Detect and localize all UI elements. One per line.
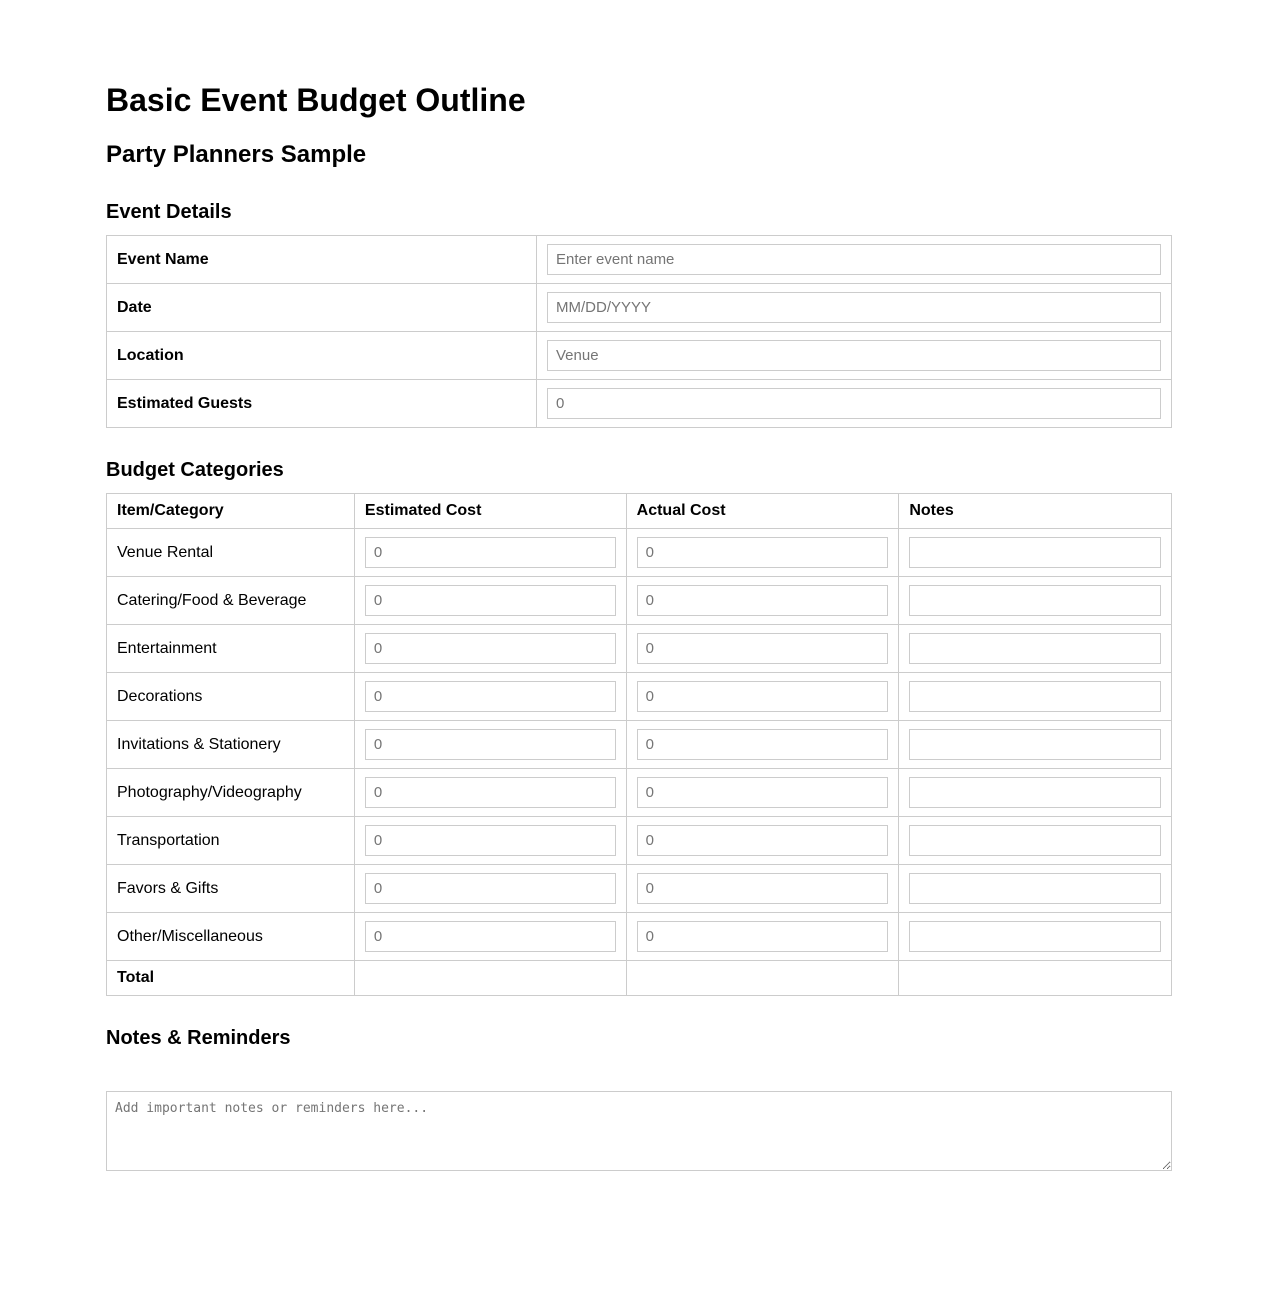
- estimated-cost-input-field: [365, 729, 616, 760]
- notes-input-field: [909, 729, 1161, 760]
- estimated-cost-cell: [354, 577, 626, 625]
- notes-input[interactable]: [909, 825, 1161, 856]
- actual-cost-input-field: [637, 537, 889, 568]
- actual-cost-input-placeholder: 0: [645, 928, 654, 945]
- notes-input[interactable]: [909, 921, 1161, 952]
- notes-cell: [899, 913, 1172, 961]
- estimated-cost-cell: [354, 865, 626, 913]
- notes-cell: [899, 625, 1172, 673]
- budget-categories-heading: Budget Categories: [106, 459, 284, 481]
- budget-row: [107, 673, 1172, 721]
- actual-cost-input-placeholder: 0: [645, 832, 654, 849]
- event-detail-label: Event Name: [107, 236, 537, 284]
- estimated-cost-cell: [354, 625, 626, 673]
- actual-cost-input[interactable]: [637, 777, 889, 808]
- notes-cell: [899, 817, 1172, 865]
- actual-cost-cell: [626, 913, 899, 961]
- budget-row: [107, 529, 1172, 577]
- notes-cell: [899, 577, 1172, 625]
- estimated-cost-input-field: [365, 585, 616, 616]
- total-estimated-cell: [354, 961, 626, 996]
- event-details-heading: Event Details: [106, 201, 232, 223]
- notes-input-field: [909, 921, 1161, 952]
- event-detail-label: Location: [107, 332, 537, 380]
- actual-cost-input[interactable]: [637, 729, 889, 760]
- actual-cost-input[interactable]: [637, 633, 889, 664]
- notes-input-field: [909, 825, 1161, 856]
- actual-cost-input-placeholder: 0: [645, 880, 654, 897]
- notes-input-field: [909, 873, 1161, 904]
- notes-input-field: [909, 537, 1161, 568]
- column-header: Notes: [899, 494, 1172, 529]
- notes-input-field: [909, 633, 1161, 664]
- estimated-cost-input-field: [365, 633, 616, 664]
- estimated-cost-input-field: [365, 777, 616, 808]
- notes-input[interactable]: [909, 777, 1161, 808]
- event-detail-cell: [537, 380, 1172, 428]
- estimated-cost-cell: [354, 769, 626, 817]
- budget-row: [107, 817, 1172, 865]
- budget-row: [107, 577, 1172, 625]
- event-detail-row: [107, 380, 1172, 428]
- estimated-cost-input[interactable]: [365, 729, 616, 760]
- event-detail-input[interactable]: [547, 340, 1161, 371]
- total-label: Total: [107, 961, 355, 996]
- column-header: Estimated Cost: [354, 494, 626, 529]
- budget-item-label: Other/Miscellaneous: [107, 913, 355, 961]
- actual-cost-cell: [626, 769, 899, 817]
- event-detail-input-field: [547, 244, 1161, 275]
- budget-item-label: Transportation: [107, 817, 355, 865]
- estimated-cost-cell: [354, 529, 626, 577]
- estimated-cost-input-placeholder: 0: [373, 928, 383, 945]
- notes-cell: [899, 769, 1172, 817]
- estimated-cost-cell: [354, 721, 626, 769]
- column-header: Actual Cost: [626, 494, 899, 529]
- estimated-cost-input-field: [365, 921, 616, 952]
- actual-cost-input-field: [637, 585, 889, 616]
- event-detail-row: [107, 332, 1172, 380]
- notes-cell: [899, 721, 1172, 769]
- estimated-cost-input[interactable]: [365, 633, 616, 664]
- estimated-cost-input[interactable]: [365, 537, 616, 568]
- total-actual-cell: [626, 961, 899, 996]
- actual-cost-input-placeholder: 0: [645, 736, 654, 753]
- estimated-cost-input-placeholder: 0: [373, 544, 383, 561]
- total-row: [107, 961, 1172, 996]
- estimated-cost-input-field: [365, 537, 616, 568]
- notes-heading: Notes & Reminders: [106, 1027, 291, 1049]
- notes-cell: [899, 865, 1172, 913]
- estimated-cost-input-placeholder: 0: [373, 640, 383, 657]
- event-detail-cell: [537, 236, 1172, 284]
- actual-cost-cell: [626, 529, 899, 577]
- estimated-cost-input-placeholder: 0: [373, 592, 383, 609]
- actual-cost-cell: [626, 673, 899, 721]
- event-detail-input-field: [547, 340, 1161, 371]
- notes-input[interactable]: [909, 633, 1161, 664]
- actual-cost-input[interactable]: [637, 585, 889, 616]
- event-detail-cell: [537, 332, 1172, 380]
- estimated-cost-input[interactable]: [365, 825, 616, 856]
- event-detail-label: Estimated Guests: [107, 380, 537, 428]
- event-detail-row: [107, 284, 1172, 332]
- actual-cost-cell: [626, 577, 899, 625]
- event-detail-input-field: [547, 388, 1161, 419]
- actual-cost-input[interactable]: [637, 873, 889, 904]
- actual-cost-input-placeholder: 0: [645, 592, 654, 609]
- notes-textarea[interactable]: [106, 1091, 1172, 1171]
- actual-cost-input[interactable]: [637, 537, 889, 568]
- event-detail-input[interactable]: [547, 292, 1161, 323]
- actual-cost-cell: [626, 721, 899, 769]
- event-detail-input[interactable]: [547, 388, 1161, 419]
- estimated-cost-input-placeholder: 0: [373, 784, 383, 801]
- budget-item-label: Favors & Gifts: [107, 865, 355, 913]
- estimated-cost-input[interactable]: [365, 585, 616, 616]
- event-detail-input-field: [547, 292, 1161, 323]
- actual-cost-input-placeholder: 0: [645, 688, 654, 705]
- event-details-table: [106, 235, 1172, 428]
- budget-row: [107, 769, 1172, 817]
- notes-cell: [899, 529, 1172, 577]
- budget-header-row: [107, 494, 1172, 529]
- budget-row: [107, 721, 1172, 769]
- actual-cost-cell: [626, 817, 899, 865]
- estimated-cost-input[interactable]: [365, 921, 616, 952]
- notes-input-field: [909, 585, 1161, 616]
- actual-cost-cell: [626, 625, 899, 673]
- notes-input-field: [909, 777, 1161, 808]
- actual-cost-input-placeholder: 0: [645, 640, 654, 657]
- actual-cost-input-placeholder: 0: [645, 784, 654, 801]
- notes-input[interactable]: [909, 537, 1161, 568]
- actual-cost-input[interactable]: [637, 921, 889, 952]
- budget-item-label: Photography/Videography: [107, 769, 355, 817]
- actual-cost-input-field: [637, 825, 889, 856]
- notes-input[interactable]: [909, 585, 1161, 616]
- budget-item-label: Catering/Food & Beverage: [107, 577, 355, 625]
- event-detail-label: Date: [107, 284, 537, 332]
- estimated-cost-input[interactable]: [365, 681, 616, 712]
- estimated-cost-input[interactable]: [365, 873, 616, 904]
- budget-item-label: Decorations: [107, 673, 355, 721]
- event-detail-row: [107, 236, 1172, 284]
- budget-item-label: Invitations & Stationery: [107, 721, 355, 769]
- estimated-cost-input-field: [365, 873, 616, 904]
- event-detail-input[interactable]: [547, 244, 1161, 275]
- estimated-cost-cell: [354, 673, 626, 721]
- event-detail-input-placeholder: 0: [556, 395, 565, 412]
- actual-cost-input[interactable]: [637, 681, 889, 712]
- budget-row: [107, 913, 1172, 961]
- budget-item-label: Venue Rental: [107, 529, 355, 577]
- estimated-cost-input-placeholder: 0: [373, 832, 383, 849]
- budget-row: [107, 865, 1172, 913]
- actual-cost-input-field: [637, 681, 889, 712]
- estimated-cost-input-field: [365, 681, 616, 712]
- actual-cost-input[interactable]: [637, 825, 889, 856]
- budget-item-label: Entertainment: [107, 625, 355, 673]
- estimated-cost-input-placeholder: 0: [373, 736, 383, 753]
- budget-row: [107, 625, 1172, 673]
- column-header: Item/Category: [107, 494, 355, 529]
- estimated-cost-cell: [354, 817, 626, 865]
- total-notes-cell: [899, 961, 1172, 996]
- event-detail-cell: [537, 284, 1172, 332]
- estimated-cost-input[interactable]: [365, 777, 616, 808]
- event-detail-input-placeholder: MM/DD/YYYY: [556, 299, 652, 316]
- event-detail-input-placeholder: Venue: [556, 347, 599, 364]
- estimated-cost-cell: [354, 913, 626, 961]
- notes-input[interactable]: [909, 873, 1161, 904]
- actual-cost-input-field: [637, 729, 889, 760]
- event-detail-input-placeholder: Enter event name: [556, 251, 675, 268]
- estimated-cost-input-field: [365, 825, 616, 856]
- notes-input[interactable]: [909, 681, 1161, 712]
- notes-input[interactable]: [909, 729, 1161, 760]
- actual-cost-cell: [626, 865, 899, 913]
- actual-cost-input-field: [637, 777, 889, 808]
- notes-input-field: [909, 681, 1161, 712]
- actual-cost-input-field: [637, 921, 889, 952]
- estimated-cost-input-placeholder: 0: [373, 688, 383, 705]
- actual-cost-input-field: [637, 633, 889, 664]
- page-subtitle: Party Planners Sample: [106, 141, 367, 168]
- estimated-cost-input-placeholder: 0: [373, 880, 383, 897]
- budget-table: [106, 493, 1172, 996]
- notes-cell: [899, 673, 1172, 721]
- page-title: Basic Event Budget Outline: [106, 82, 526, 118]
- actual-cost-input-field: [637, 873, 889, 904]
- actual-cost-input-placeholder: 0: [645, 544, 654, 561]
